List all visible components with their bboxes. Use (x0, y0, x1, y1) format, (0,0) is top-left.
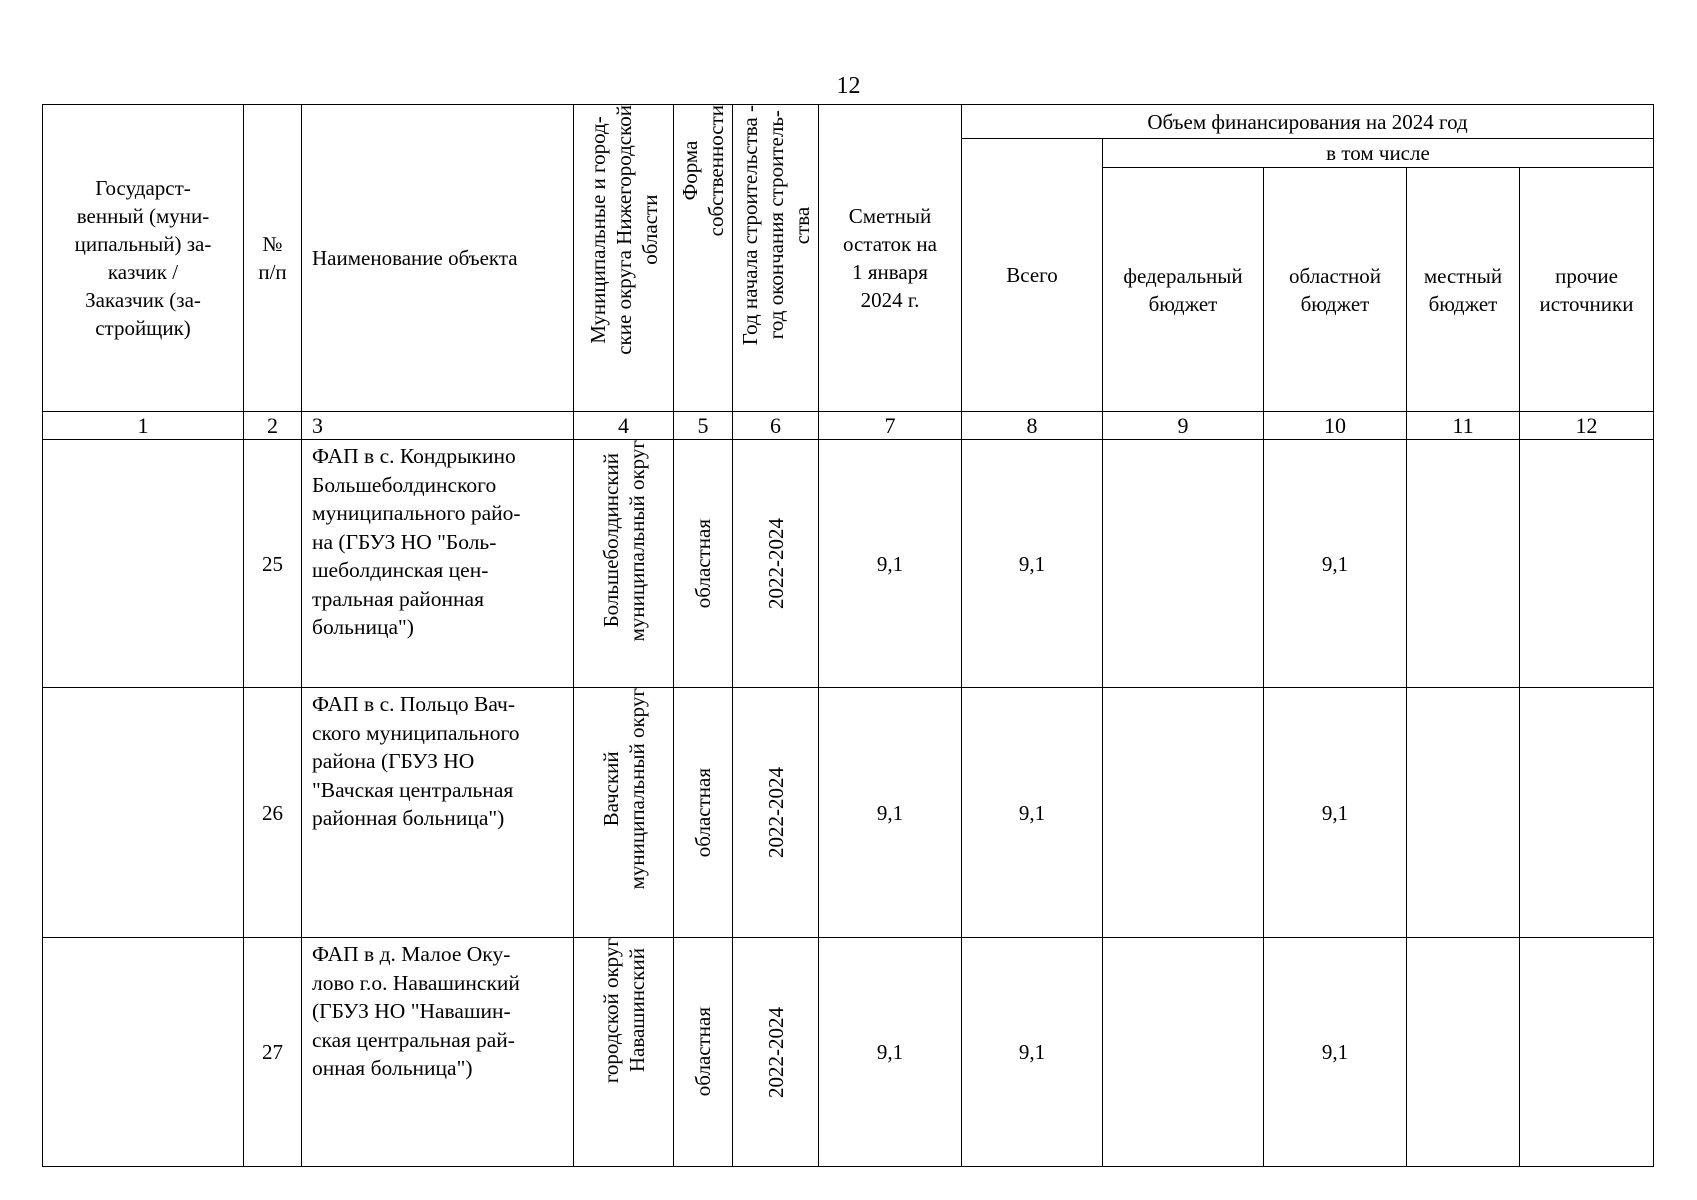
cell-local (1407, 938, 1520, 1167)
cell-object-name: ФАП в с. Кондрыкино Большеболдинского муниципального райо- на (ГБУЗ НО "Боль- шеболдинская цен- тральная районная больница") (302, 440, 574, 688)
cell-regional: 9,1 (1264, 440, 1407, 688)
column-number: 3 (302, 412, 574, 440)
cell-federal (1103, 938, 1264, 1167)
column-number: 12 (1520, 412, 1654, 440)
cell-municipality: городской округ Навашинский (574, 938, 674, 1167)
header-years: Год начала строительства - год окончания строитель- ства (733, 105, 819, 412)
cell-years: 2022-2024 (733, 440, 819, 688)
cell-municipality: Большеболдинский муниципальный округ (574, 440, 674, 688)
column-number: 6 (733, 412, 819, 440)
cell-regional: 9,1 (1264, 938, 1407, 1167)
cell-customer (43, 938, 244, 1167)
column-number: 1 (43, 412, 244, 440)
cell-local (1407, 688, 1520, 938)
column-number: 11 (1407, 412, 1520, 440)
cell-municipality: Вачский муниципальный округ (574, 688, 674, 938)
table-row (43, 938, 1654, 1167)
cell-regional: 9,1 (1264, 688, 1407, 938)
header-local: местный бюджет (1407, 168, 1520, 412)
header-regional: областной бюджет (1264, 168, 1407, 412)
header-federal: федеральный бюджет (1103, 168, 1264, 412)
column-number: 5 (674, 412, 733, 440)
cell-customer (43, 688, 244, 938)
cell-number: 26 (244, 688, 302, 938)
header-municipality: Муниципальные и город- ские округа Нижегородской области (574, 105, 674, 412)
header-customer: Государст- венный (муни- ципальный) за- казчик / Заказчик (за- стройщик) (43, 105, 244, 412)
cell-total: 9,1 (962, 440, 1103, 688)
cell-estimate-balance: 9,1 (819, 938, 962, 1167)
cell-customer (43, 440, 244, 688)
cell-ownership: областная (674, 688, 733, 938)
cell-estimate-balance: 9,1 (819, 440, 962, 688)
header-object-name: Наименование объекта (302, 105, 574, 412)
cell-ownership: областная (674, 938, 733, 1167)
header-number: № п/п (244, 105, 302, 412)
column-number: 2 (244, 412, 302, 440)
header-estimate-balance: Сметный остаток на 1 января 2024 г. (819, 105, 962, 412)
column-number: 10 (1264, 412, 1407, 440)
cell-federal (1103, 440, 1264, 688)
cell-estimate-balance: 9,1 (819, 688, 962, 938)
column-number: 8 (962, 412, 1103, 440)
column-number: 7 (819, 412, 962, 440)
table-row (43, 440, 1654, 688)
cell-years: 2022-2024 (733, 938, 819, 1167)
cell-total: 9,1 (962, 938, 1103, 1167)
header-other: прочие источники (1520, 168, 1654, 412)
cell-years: 2022-2024 (733, 688, 819, 938)
cell-object-name: ФАП в с. Польцо Вач- ского муниципального района (ГБУЗ НО "Вачская центральная районная больница") (302, 688, 574, 938)
page-number: 12 (836, 73, 861, 99)
header-including: в том числе (1103, 139, 1654, 168)
cell-total: 9,1 (962, 688, 1103, 938)
cell-federal (1103, 688, 1264, 938)
cell-other (1520, 938, 1654, 1167)
header-total: Всего (962, 139, 1103, 412)
cell-object-name: ФАП в д. Малое Оку- лово г.о. Навашинский (ГБУЗ НО "Навашин- ская центральная рай- онная больница") (302, 938, 574, 1167)
cell-local (1407, 440, 1520, 688)
header-financing-title: Объем финансирования на 2024 год (962, 105, 1654, 139)
cell-number: 27 (244, 938, 302, 1167)
cell-number: 25 (244, 440, 302, 688)
financing-table (42, 104, 1654, 1167)
column-number: 9 (1103, 412, 1264, 440)
table-row (43, 688, 1654, 938)
header-ownership: Форма собственности (674, 105, 733, 412)
cell-other (1520, 440, 1654, 688)
column-number: 4 (574, 412, 674, 440)
cell-other (1520, 688, 1654, 938)
cell-ownership: областная (674, 440, 733, 688)
